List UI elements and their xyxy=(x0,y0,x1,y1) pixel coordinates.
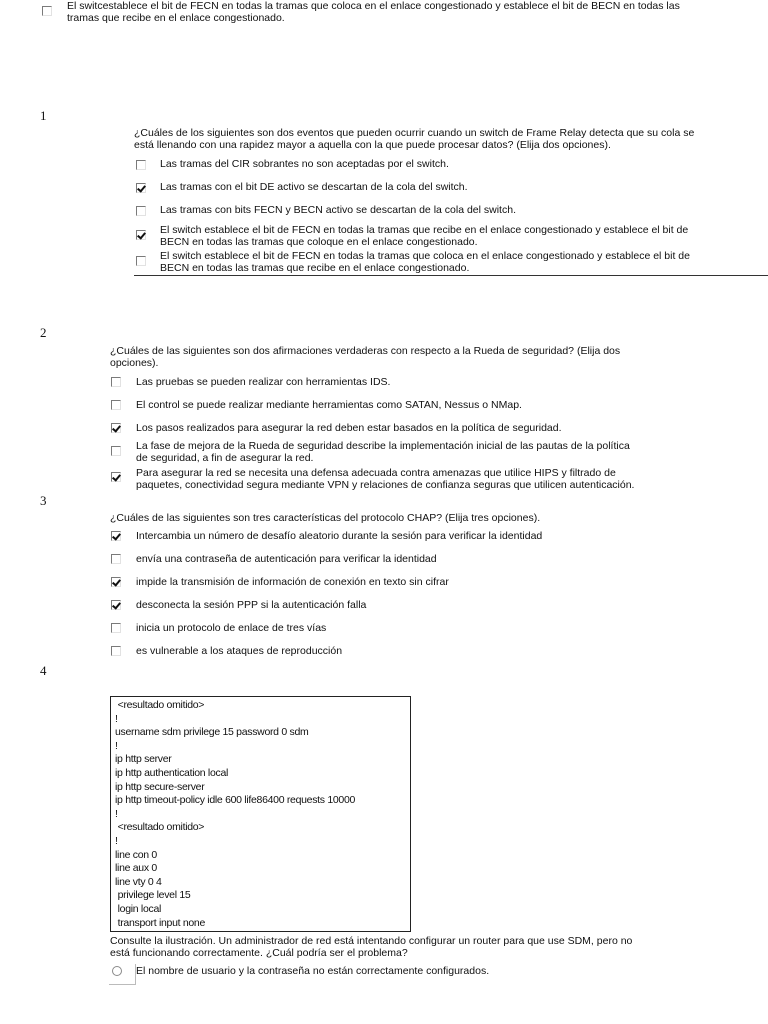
config-line: ! xyxy=(115,807,118,820)
q3-option-5-checkbox[interactable] xyxy=(111,623,121,633)
q3-option-1-label: Intercambia un número de desafío aleatorio durante la sesión para verificar la identidad xyxy=(136,530,543,542)
q1-option-2-checkbox[interactable] xyxy=(136,183,146,193)
config-line: <resultado omitido> xyxy=(115,699,205,711)
q3-option-5-label: inicia un protocolo de enlace de tres vías xyxy=(136,622,327,634)
q3-option-3-label: impide la transmisión de información de conexión en texto sin cifrar xyxy=(136,576,449,588)
config-line: ip http authentication local xyxy=(115,766,229,779)
q1-option-1-label: Las tramas del CIR sobrantes no son aceptadas por el switch. xyxy=(160,158,449,170)
question-3-text-line-1: ¿Cuáles de las siguientes son tres características del protocolo CHAP? (Elija tres opciones). xyxy=(110,512,541,524)
q1-option-5-label-line-2: BECN en todas las tramas que recibe en el enlace congestionado. xyxy=(160,262,470,274)
q2-option-2-checkbox[interactable] xyxy=(111,400,121,410)
top-option-checkbox[interactable] xyxy=(42,6,52,16)
q2-option-3-checkbox[interactable] xyxy=(111,423,121,433)
q1-option-5-checkbox[interactable] xyxy=(136,256,146,266)
q2-option-5-label-line-1: Para asegurar la red se necesita una defensa adecuada contra amenazas que utilice HIPS y filtrado de xyxy=(136,467,616,479)
q2-option-3-label: Los pasos realizados para asegurar la red deben estar basados en la política de seguridad. xyxy=(136,422,562,434)
question-3-number: 3 xyxy=(40,493,47,508)
q1-option-1-checkbox[interactable] xyxy=(136,160,146,170)
question-2-number: 2 xyxy=(40,325,47,340)
q4-option-1-label: El nombre de usuario y la contraseña no están correctamente configurados. xyxy=(136,965,490,977)
top-option-text-line-1: El switcestablece el bit de FECN en todas la tramas que coloca en el enlace congestionado y establece el bit de BECN en todas las xyxy=(67,0,680,12)
q1-option-2-label: Las tramas con el bit DE activo se descartan de la cola del switch. xyxy=(160,181,468,193)
config-line: ! xyxy=(115,739,118,752)
q1-option-4-label-line-1: El switch establece el bit de FECN en todas la tramas que recibe en el enlace congestionado y establece el bit de xyxy=(160,224,689,236)
config-line: line con 0 xyxy=(115,848,157,861)
config-line: ! xyxy=(115,712,118,725)
q2-option-1-checkbox[interactable] xyxy=(111,377,121,387)
config-line: login local xyxy=(115,902,162,915)
q4-option-1-radio-frame xyxy=(109,964,136,985)
config-line: privilege level 15 xyxy=(115,889,191,902)
q2-option-5-checkbox[interactable] xyxy=(111,472,121,482)
q3-option-4-label: desconecta la sesión PPP si la autenticación falla xyxy=(136,599,367,611)
config-line: transport input none xyxy=(115,916,206,929)
q2-option-4-label-line-2: de seguridad, a fin de asegurar la red. xyxy=(136,452,314,464)
config-exhibit xyxy=(110,696,411,932)
q2-option-4-label-line-1: La fase de mejora de la Rueda de seguridad describe la implementación inicial de las pautas de la política xyxy=(136,440,630,452)
q2-option-4-checkbox[interactable] xyxy=(111,446,121,456)
q2-option-1-label: Las pruebas se pueden realizar con herramientas IDS. xyxy=(136,376,391,388)
config-line: ip http secure-server xyxy=(115,780,205,793)
q1-bottom-rule xyxy=(134,275,768,276)
q2-option-2-label: El control se puede realizar mediante herramientas como SATAN, Nessus o NMap. xyxy=(136,399,522,411)
config-line: ip http timeout-policy idle 600 life86400 requests 10000 xyxy=(115,794,356,807)
question-1-text-line-1: ¿Cuáles de los siguientes son dos eventos que pueden ocurrir cuando un switch de Frame Relay detecta que su cola se xyxy=(134,127,695,139)
q1-option-4-label-line-2: BECN en todas las tramas que coloque en el enlace congestionado. xyxy=(160,236,478,248)
config-line: line vty 0 4 xyxy=(115,875,162,888)
question-2-text-line-2: opciones). xyxy=(110,357,159,369)
top-option-text-line-2: tramas que recibe en el enlace congestionado. xyxy=(67,12,285,24)
config-line: ip http server xyxy=(115,753,172,766)
q3-option-6-checkbox[interactable] xyxy=(111,646,121,656)
q3-option-2-checkbox[interactable] xyxy=(111,554,121,564)
q1-option-5-label-line-1: El switch establece el bit de FECN en todas la tramas que coloca en el enlace congestionado y establece el bit de xyxy=(160,250,690,262)
q3-option-2-label: envía una contraseña de autenticación para verificar la identidad xyxy=(136,553,437,565)
config-line: username sdm privilege 15 password 0 sdm xyxy=(115,726,309,739)
config-line: ! xyxy=(115,834,118,847)
question-4-text-line-1: Consulte la ilustración. Un administrador de red está intentando configurar un router para que use SDM, pero no xyxy=(110,935,633,947)
q3-option-1-checkbox[interactable] xyxy=(111,531,121,541)
config-line: line aux 0 xyxy=(115,862,157,875)
question-4-number: 4 xyxy=(40,663,47,678)
q2-option-5-label-line-2: paquetes, conectividad segura mediante VPN y relaciones de confianza seguras que utilicen autenticación. xyxy=(136,479,635,491)
question-4-text-line-2: está funcionando correctamente. ¿Cuál podría ser el problema? xyxy=(110,947,408,959)
question-1-number: 1 xyxy=(40,108,47,123)
q3-option-4-checkbox[interactable] xyxy=(111,600,121,610)
q1-option-3-checkbox[interactable] xyxy=(136,206,146,216)
q1-option-4-checkbox[interactable] xyxy=(136,230,146,240)
q3-option-3-checkbox[interactable] xyxy=(111,577,121,587)
question-1-text-line-2: está llenando con una rapidez mayor a aquella con la que puede procesar datos? (Elija dos opciones). xyxy=(134,139,611,151)
question-2-text-line-1: ¿Cuáles de las siguientes son dos afirmaciones verdaderas con respecto a la Rueda de seguridad? (Elija dos xyxy=(110,345,621,357)
q3-option-6-label: es vulnerable a los ataques de reproducción xyxy=(136,645,343,657)
q1-option-3-label: Las tramas con bits FECN y BECN activo se descartan de la cola del switch. xyxy=(160,204,516,216)
config-line: <resultado omitido> xyxy=(115,821,205,834)
